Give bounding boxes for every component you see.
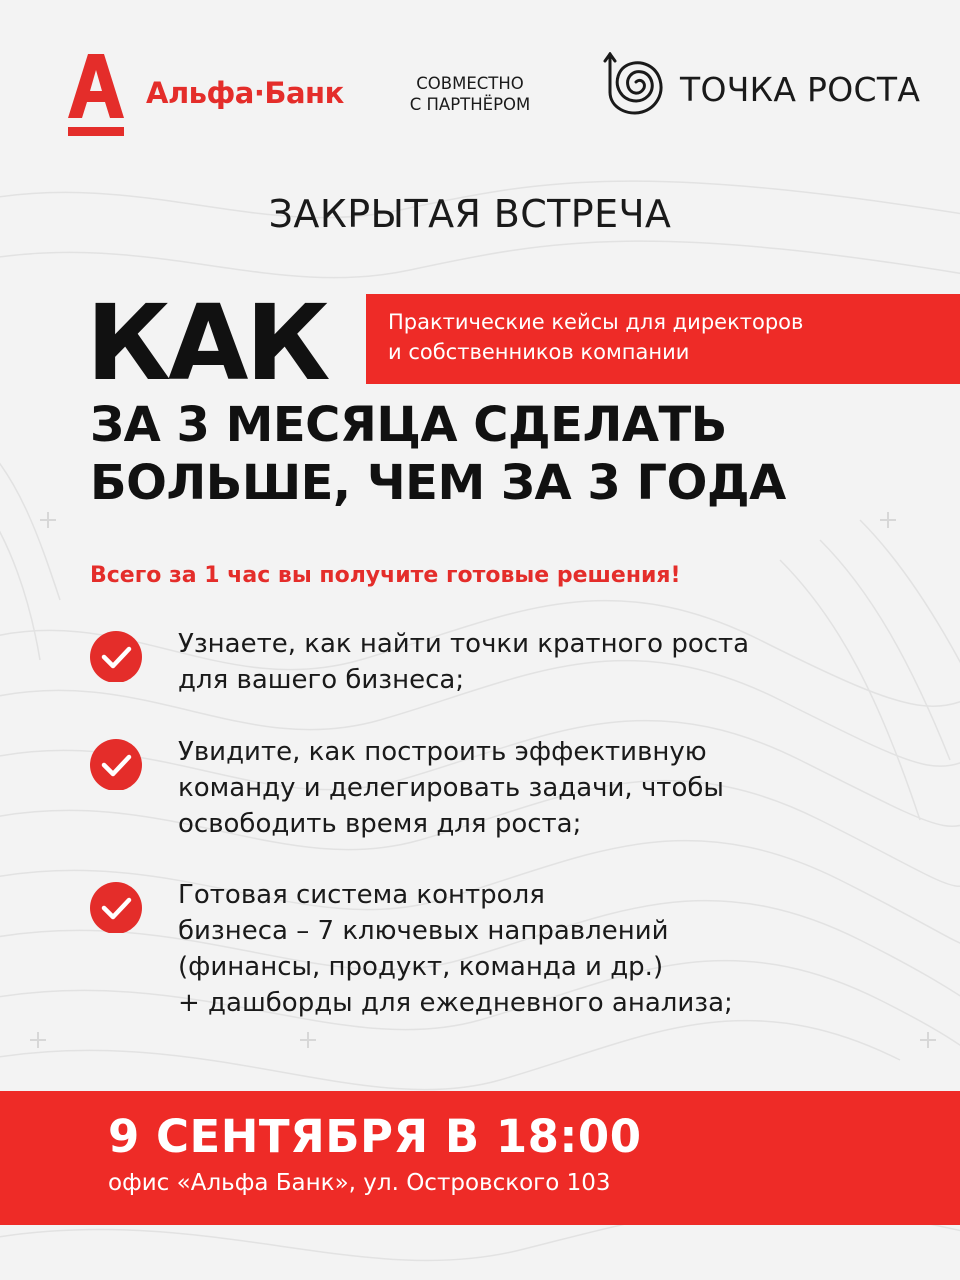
alfa-bank-name: Альфа·Банк: [146, 76, 344, 110]
check-circle-icon: [88, 734, 144, 790]
benefit-text: [178, 626, 749, 698]
event-type-title: ЗАКРЫТАЯ ВСТРЕЧА: [268, 192, 672, 236]
check-circle-icon: [88, 626, 144, 682]
tochka-rosta-spiral-icon: [600, 52, 666, 118]
benefit-line: для вашего бизнеса;: [178, 665, 465, 695]
benefit-line: Готовая система контроля: [178, 880, 545, 910]
hero-kak: КАК: [86, 282, 328, 404]
event-date: 9 СЕНТЯБРЯ В 18:00: [108, 1110, 642, 1163]
hero-headline-line1: ЗА 3 МЕСЯЦА СДЕЛАТЬ: [90, 397, 727, 453]
check-circle-icon: [88, 877, 144, 933]
partner-label-line2: С ПАРТНЁРОМ: [409, 95, 531, 114]
hero-headline-line2: БОЛЬШЕ, ЧЕМ ЗА 3 ГОДА: [90, 455, 786, 511]
audience-banner-line2: и собственников компании: [388, 340, 690, 364]
partner-label: [395, 73, 545, 115]
partner-label-line1: СОВМЕСТНО: [416, 74, 524, 93]
benefit-line: бизнеса – 7 ключевых направлений: [178, 916, 669, 946]
benefit-line: команду и делегировать задачи, чтобы: [178, 773, 724, 803]
benefit-line: Увидите, как построить эффективную: [178, 737, 707, 767]
benefit-line: + дашборды для ежедневного анализа;: [178, 988, 733, 1018]
benefit-line: (финансы, продукт, команда и др.): [178, 952, 664, 982]
audience-banner-line1: Практические кейсы для директоров: [388, 310, 804, 334]
benefit-text: [178, 877, 733, 1021]
hero-headline: [90, 396, 786, 512]
audience-banner: [366, 294, 960, 384]
benefit-line: освободить время для роста;: [178, 809, 582, 839]
event-place: офис «Альфа Банк», ул. Островского 103: [108, 1170, 611, 1196]
benefit-text: [178, 734, 724, 842]
alfa-bank-logo-icon: [66, 50, 126, 140]
benefit-line: Узнаете, как найти точки кратного роста: [178, 629, 750, 659]
benefits-subhead: Всего за 1 час вы получите готовые решения!: [90, 563, 681, 588]
tochka-rosta-name: ТОЧКА РОСТА: [680, 70, 921, 109]
